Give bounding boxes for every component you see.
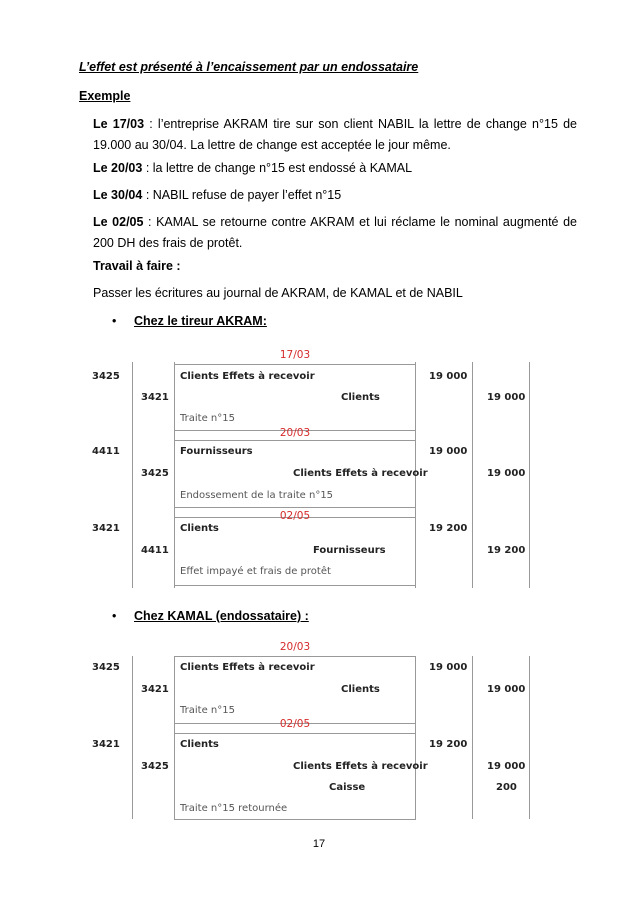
debit-amount: 19 000: [429, 446, 468, 457]
debit-amount: 19 200: [429, 739, 468, 750]
paragraph-30-04: Le 30/04 : NABIL refuse de payer l’effet n°15: [93, 188, 342, 202]
credit-amount-2: 200: [496, 782, 517, 793]
debit-amount: 19 000: [429, 662, 468, 673]
debit-amount: 19 200: [429, 523, 468, 534]
credit-account: 3421: [141, 392, 169, 403]
entry-description: Traite n°15 retournée: [180, 803, 288, 814]
credit-label: Fournisseurs: [313, 545, 386, 556]
debit-label: Clients: [180, 739, 219, 750]
entry-date: 20/03: [279, 427, 311, 439]
bullet-dot-icon: •: [112, 609, 117, 623]
paragraph-02-05: Le 02/05 : KAMAL se retourne contre AKRAM et lui réclame le nominal augmenté de 200 DH des frais de protêt.: [93, 215, 577, 250]
task-label: Travail à faire :: [93, 259, 181, 273]
example-label: Exemple: [79, 89, 131, 103]
debit-account: 4411: [92, 446, 120, 457]
credit-account: 3425: [141, 761, 169, 772]
debit-label: Clients Effets à recevoir: [180, 662, 315, 673]
debit-account: 3425: [92, 371, 120, 382]
bullet-dot-icon: •: [112, 314, 117, 328]
debit-account: 3421: [92, 739, 120, 750]
credit-label: Clients Effets à recevoir: [293, 761, 428, 772]
credit-account: 4411: [141, 545, 169, 556]
debit-amount: 19 000: [429, 371, 468, 382]
debit-label: Fournisseurs: [180, 446, 253, 457]
task-text: Passer les écritures au journal de AKRAM, de KAMAL et de NABIL: [93, 286, 463, 300]
credit-amount: 19 000: [487, 761, 526, 772]
credit-label-2: Caisse: [329, 782, 366, 793]
credit-account: 3425: [141, 468, 169, 479]
entry-description: Traite n°15: [180, 413, 235, 424]
debit-account: 3425: [92, 662, 120, 673]
bullet-akram: • Chez le tireur AKRAM:: [112, 314, 267, 328]
debit-label: Clients: [180, 523, 219, 534]
credit-label: Clients: [341, 392, 380, 403]
section-heading: L’effet est présenté à l’encaissement par un endossataire: [79, 60, 419, 74]
debit-account: 3421: [92, 523, 120, 534]
credit-amount: 19 000: [487, 468, 526, 479]
entry-description: Traite n°15: [180, 705, 235, 716]
entry-date: 17/03: [279, 349, 311, 361]
entry-date: 02/05: [279, 718, 311, 730]
credit-amount: 19 200: [487, 545, 526, 556]
credit-amount: 19 000: [487, 392, 526, 403]
entry-description: Effet impayé et frais de protêt: [180, 566, 331, 577]
page-number: 17: [312, 838, 326, 850]
credit-label: Clients: [341, 684, 380, 695]
paragraph-17-03: Le 17/03 : l’entreprise AKRAM tire sur son client NABIL la lettre de change n°15 de 19.000 au 30/04. La lettre de change est acceptée le jour même.: [93, 117, 577, 152]
bullet-kamal: • Chez KAMAL (endossataire) :: [112, 609, 309, 623]
paragraph-20-03: Le 20/03 : la lettre de change n°15 est endossé à KAMAL: [93, 161, 413, 175]
credit-label: Clients Effets à recevoir: [293, 468, 428, 479]
debit-label: Clients Effets à recevoir: [180, 371, 315, 382]
entry-date: 20/03: [279, 641, 311, 653]
entry-date: 02/05: [279, 510, 311, 522]
entry-description: Endossement de la traite n°15: [180, 490, 334, 501]
credit-amount: 19 000: [487, 684, 526, 695]
credit-account: 3421: [141, 684, 169, 695]
